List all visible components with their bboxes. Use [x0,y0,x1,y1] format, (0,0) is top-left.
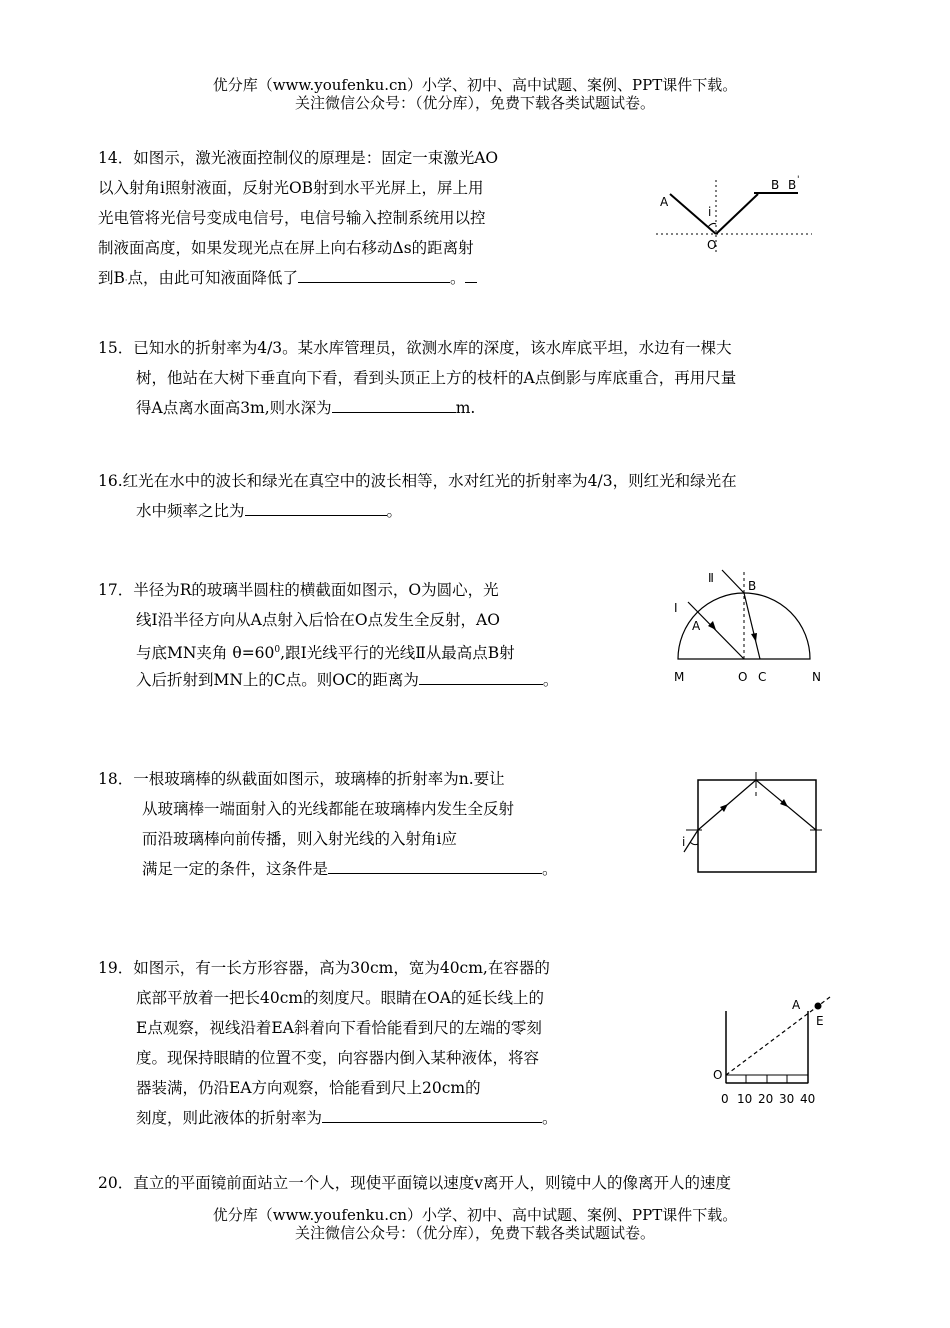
header-line-2: 关注微信公众号：（优分库），免费下载各类试题试卷。 [294,94,655,112]
q14-reflected-ray-OB [716,194,758,234]
question-14 [98,143,498,293]
q19-tick-40: 40 [800,1092,816,1106]
q14-line-5: 到B·点，由此可知液面降低了 。 [98,263,498,293]
q14-last-prefix: 到B [98,269,125,287]
q19-line-3: E点观察，视线沿着EA斜着向下看恰能看到尺的左端的零刻 [136,1019,542,1037]
q17-label-A: A [692,619,701,633]
q16-line-2 [98,496,737,526]
q18-figure [670,768,830,880]
q15-line-3 [98,393,736,423]
q19-last-prefix: 刻度，则此液体的折射率为 [136,1109,323,1127]
q19-eye-E [815,1003,822,1010]
q19-tick-0: 0 [721,1092,729,1106]
q14-figure [650,172,820,257]
q14-label-A: A [660,195,669,209]
q14-line-2: 以入射角i照射液面，反射光OB射到水平光屏上，屏上用 [98,179,484,197]
question-17 [98,575,558,695]
q14-label-i: i [708,205,712,219]
q14-label-B-prime: B [788,178,797,192]
q19-figure [704,993,844,1111]
q18-glass-rod [698,780,816,872]
q17-line-4 [98,665,558,695]
q15-answer-blank[interactable] [332,394,456,413]
footer-line-2: 关注微信公众号：（优分库），免费下载各类试题试卷。 [294,1224,655,1242]
q17-last-prefix: 入后折射到MN上的C点。则OC的距离为 [136,671,419,689]
question-16 [98,466,737,526]
q17-label-M: M [674,670,685,684]
q19-tick-20: 20 [758,1092,774,1106]
q19-label-E: E [816,1014,824,1028]
q17-label-N: N [812,670,821,684]
question-18 [98,764,558,884]
q14-line-4: 制液面高度，如果发现光点在屏上向右移动Δs的距离射 [98,239,474,257]
q19-tick-10: 10 [737,1092,753,1106]
q19-line-1: 19．如图示，有一长方形容器，高为30cm，宽为40cm,在容器的 [98,959,550,977]
q16-answer-blank[interactable] [245,497,387,516]
q18-answer-blank[interactable] [328,855,542,874]
q19-label-A: A [792,998,801,1012]
q17-answer-blank[interactable] [419,666,543,685]
q15-line-2: 树，他站在大树下垂直向下看，看到头顶正上方的枝杆的A点倒影与库底重合，再用尺量 [136,369,737,387]
q17-label-II: Ⅱ [708,571,714,585]
q14-line-1: 14．如图示，激光液面控制仪的原理是：固定一束激光AO [98,149,499,167]
q17-line-2: 线Ⅰ沿半径方向从A点射入后恰在O点发生全反射，AO [136,611,500,629]
q17-label-I: Ⅰ [674,601,678,615]
q19-last-end: 。 [542,1109,558,1127]
q14-last-end: 。 [449,269,466,287]
q17-label-B: B [748,579,757,593]
q17-last-end: 。 [542,671,559,689]
q18-line-4 [98,854,558,884]
q14-angle-arc [708,223,716,227]
q18-last-end: 。 [542,860,558,878]
q14-label-O: O [707,238,717,252]
q14-last-mid: 点，由此可知液面降低了 [127,269,298,287]
q16-last-prefix: 水中频率之比为 [136,502,245,520]
q19-sight-line [726,997,830,1075]
q17-figure [660,562,840,687]
q19-label-O: O [713,1068,723,1082]
q18-line-2: 从玻璃棒一端面射入的光线都能在玻璃棒内发生全反射 [142,800,515,818]
q18-last-prefix: 满足一定的条件，这条件是 [142,860,329,878]
q14-line-3: 光电管将光信号变成电信号，电信号输入控制系统用以控 [98,209,486,227]
svg-text:': ' [797,175,800,185]
question-20 [98,1168,731,1198]
q18-label-i: i [682,835,686,849]
q17-ray-II [722,570,744,593]
q17-line-3: 与底MN夹角 $\theta=60^0$,跟Ⅰ光线平行的光线Ⅱ从最高点B射 [136,644,515,663]
question-19 [98,953,558,1133]
q19-line-5: 器装满，仍沿EA方向观察，恰能看到尺上20cm的 [136,1079,481,1097]
page-header [0,76,950,112]
q18-line-1: 18．一根玻璃棒的纵截面如图示，玻璃棒的折射率为n.要让 [98,770,505,788]
q16-last-end: 。 [386,502,403,520]
q14-answer-blank[interactable] [298,264,450,283]
q19-line-4: 度。现保持眼睛的位置不变，向容器内倒入某种液体，将容 [136,1049,540,1067]
q15-line-1: 15．已知水的折射率为4/3。某水库管理员，欲测水库的深度，该水库底平坦，水边有一棵大 [98,339,732,357]
q19-answer-blank[interactable] [322,1104,542,1123]
q17-line-1: 17．半径为R的玻璃半圆柱的横截面如图示，O为圆心，光 [98,581,499,599]
q18-incident-ray [684,830,698,852]
q15-last-prefix: 得A点离水面高3m,则水深为 [136,399,332,417]
q14-label-B: B [771,178,780,192]
header-line-1: 优分库（www.youfenku.cn）小学、初中、高中试题、案例、PPT课件下载。 [212,76,738,94]
q17-label-O: O [738,670,748,684]
q19-line-6 [98,1103,558,1133]
q17-refracted-ray [744,593,760,659]
footer-line-1: 优分库（www.youfenku.cn）小学、初中、高中试题、案例、PPT课件下载。 [212,1206,738,1224]
q15-last-end: m. [455,399,476,417]
q16-line-1: 16.红光在水中的波长和绿光在真空中的波长相等，水对红光的折射率为4/3，则红光和绿光在 [98,472,737,490]
question-15 [98,333,736,423]
q17-label-C: C [758,670,767,684]
q19-tick-30: 30 [779,1092,795,1106]
q19-line-2: 底部平放着一把长40cm的刻度尺。眼睛在OA的延长线上的 [136,989,545,1007]
page-footer [0,1206,950,1242]
q20-line-1: 20．直立的平面镜前面站立一个人，现使平面镜以速度v离开人，则镜中人的像离开人的速度 [98,1174,731,1192]
q18-line-3: 而沿玻璃棒向前传播，则入射光线的入射角i应 [142,830,457,848]
